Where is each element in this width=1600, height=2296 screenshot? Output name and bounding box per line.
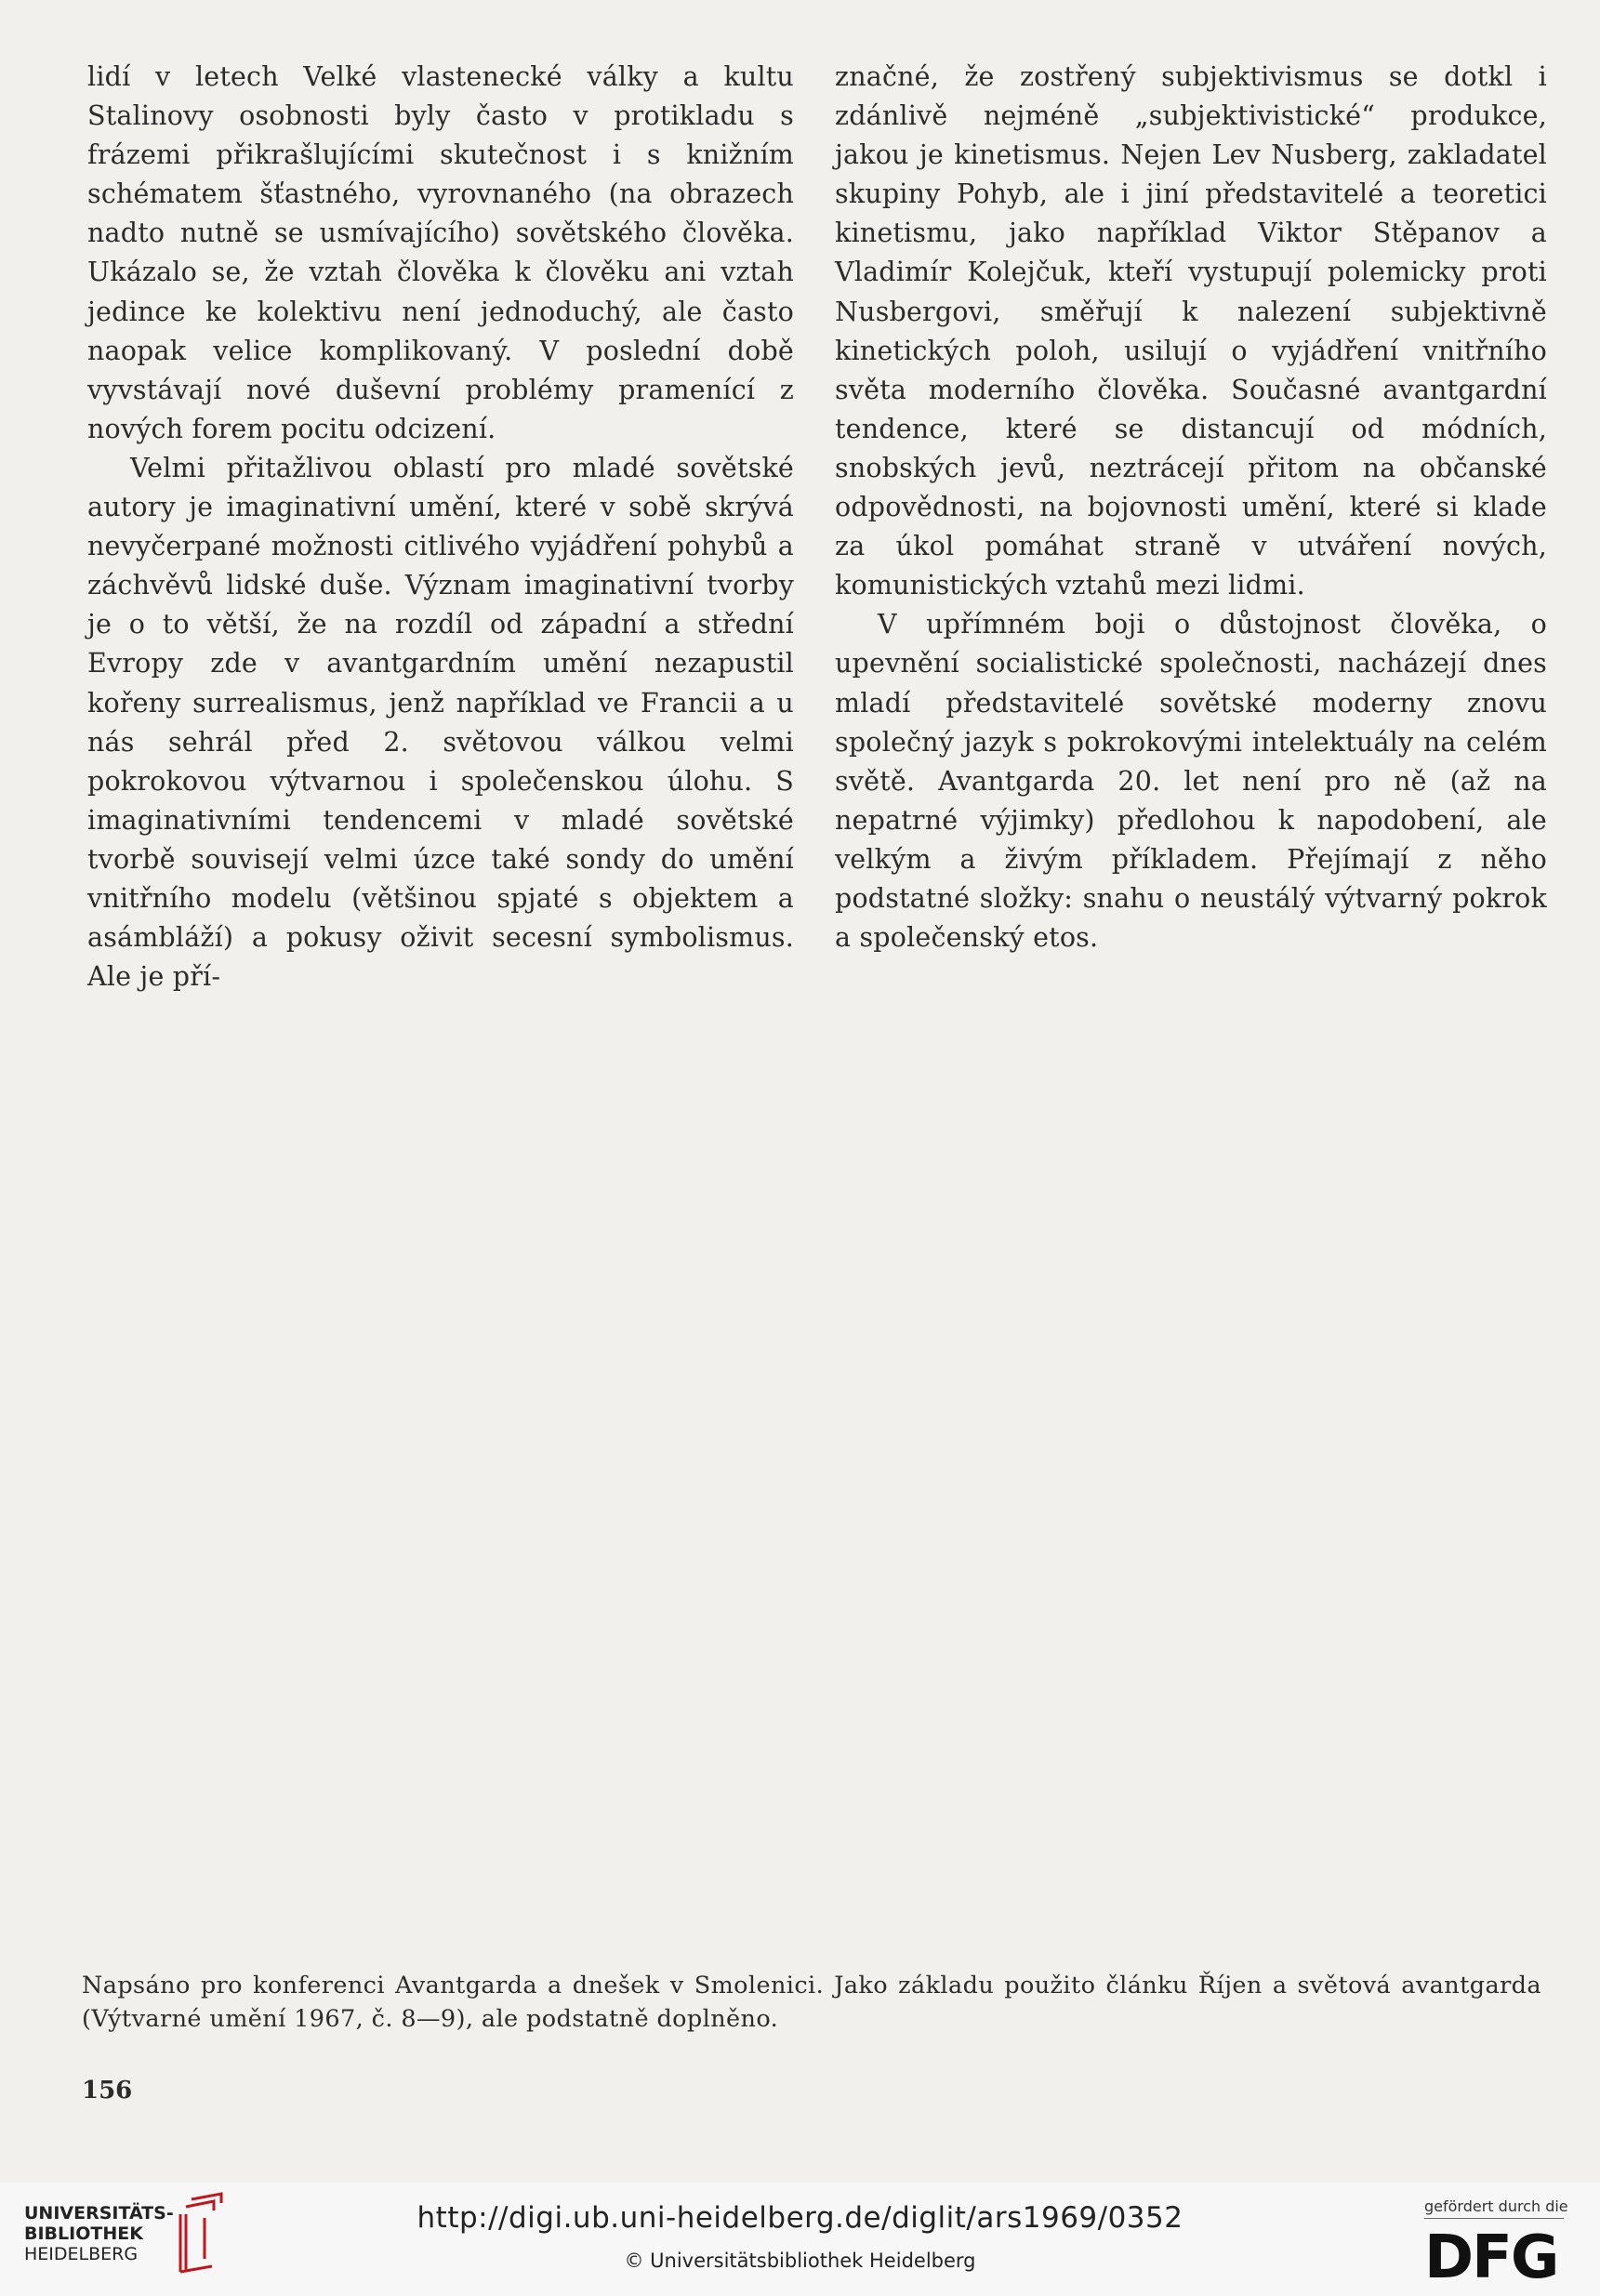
right-column bbox=[835, 58, 1547, 957]
dfg-logo-text: DFG bbox=[1424, 2223, 1558, 2285]
copyright-notice: © Universitätsbibliothek Heidelberg bbox=[624, 2250, 976, 2272]
page-number: 156 bbox=[82, 2077, 133, 2105]
footnote: Napsáno pro konferenci Avantgarda a dnešek v Smolenici. Jako základu použito článku Říjen a světová avantgarda (Výtvarné umění 1967, č. 8—9), ale podstatně doplněno. bbox=[82, 1972, 1541, 2033]
library-name-line3: HEIDELBERG bbox=[24, 2244, 139, 2264]
left-column bbox=[87, 58, 794, 996]
library-name-line1: UNIVERSITÄTS- bbox=[24, 2203, 174, 2223]
paragraph: lidí v letech Velké vlastenecké války a kultu Stalinovy osobnosti byly často v protikladu s frázemi přikrašlujícími skutečnost i s knižním schématem šťastného, vyrovnaného (na obrazech nadto nutně se usmívajícího) sovětského člověka. Ukázalo se, že vztah člověka k člověku ani vztah jedince ke kolektivu není jednoduchý, ale často naopak velice komplikovaný. V poslední době vyvstávají nové duševní problémy pramenící z nových forem pocitu odcizení. bbox=[87, 61, 794, 444]
funded-by-label: gefördert durch die bbox=[1424, 2197, 1568, 2215]
paragraph: V upřímném boji o důstojnost člověka, o upevnění socialistické společnosti, nacházejí dnes mladí představitelé sovětské moderny znovu společný jazyk s pokrokovými intelektuály na celém světě. Avantgarda 20. let není pro ně (až na nepatrné výjimky) předlohou k napodobení, ale velkým a živým příkladem. Přejímají z něho podstatné složky: snahu o neustálý výtvarný pokrok a společenský etos. bbox=[835, 609, 1547, 954]
document-url-link[interactable]: http://digi.ub.uni-heidelberg.de/diglit/ars1969/0352 bbox=[417, 2201, 1183, 2235]
dfg-logo-icon[interactable] bbox=[1422, 2223, 1571, 2285]
paragraph: Velmi přitažlivou oblastí pro mladé sovětské autory je imaginativní umění, které v sobě skrývá nevyčerpané možnosti citlivého vyjádření pohybů a záchvěvů lidské duše. Význam imaginativní tvorby je o to větší, že na rozdíl od západní a střední Evropy zde v avantgardním umění nezapustil kořeny surrealismus, jenž například ve Francii a u nás sehrál před 2. světovou válkou velmi pokrokovou výtvarnou i společenskou úlohu. S imaginativními tendencemi v mladé sovětské tvorbě souvisejí velmi úzce také sondy do umění vnitřního modelu (většinou spjaté s objektem a asámbláží) a pokusy oživit secesní symbolismus. Ale je pří- bbox=[87, 452, 794, 993]
divider bbox=[1424, 2218, 1564, 2219]
paragraph: značné, že zostřený subjektivismus se dotkl i zdánlivě nejméně „subjektivistické“ produkce, jakou je kinetismus. Nejen Lev Nusberg, zakladatel skupiny Pohyb, ale i jiní představitelé a teoretici kinetismu, jako například Viktor Stěpanov a Vladimír Kolejčuk, kteří vystupují polemicky proti Nusbergovi, směřují k nalezení subjektivně kinetických poloh, usilují o vyjádření vnitřního světa moderního člověka. Současné avantgardní tendence, které se distancují od módních, snobských jevů, neztrácejí přitom na občanské odpovědnosti, na bojovnosti umění, které si klade za úkol pomáhat straně v utváření nových, komunistických vztahů mezi lidmi. bbox=[835, 61, 1547, 601]
library-name-line2: BIBLIOTHEK bbox=[24, 2223, 143, 2244]
